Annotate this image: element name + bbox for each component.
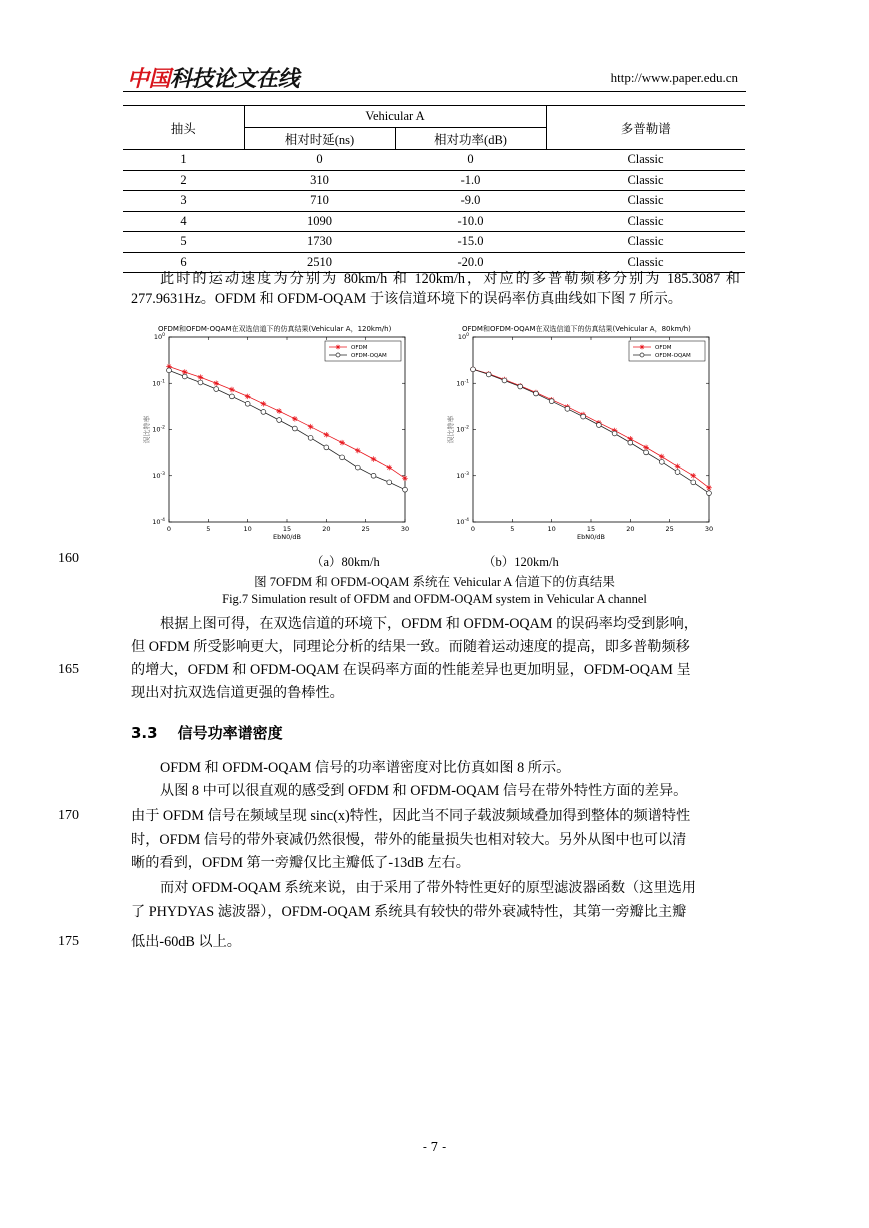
x-tick-label: 30	[400, 525, 410, 533]
y-axis-label: 误比特率	[447, 415, 455, 444]
paragraph-2-line: 但 OFDM 所受影响更大，同理论分析的结果一致。而随着运动速度的提高，即多普勒频移	[131, 639, 690, 655]
legend-marker	[336, 353, 340, 357]
legend-label: OFDM-OQAM	[351, 353, 387, 359]
y-tick-label: $10^0$	[457, 333, 469, 341]
x-tick-label: 5	[510, 525, 515, 533]
y-tick-label: $10^0$	[153, 333, 165, 341]
data-point	[518, 384, 523, 389]
plot-area	[473, 337, 709, 522]
data-point	[292, 426, 297, 431]
header-url[interactable]: http://www.paper.edu.cn	[610, 70, 738, 85]
data-point	[486, 372, 491, 377]
header-rule	[123, 91, 746, 92]
data-point	[707, 491, 712, 496]
x-tick-label: 0	[166, 525, 172, 533]
data-point	[502, 378, 507, 383]
plot-area	[169, 337, 405, 522]
data-point	[213, 380, 219, 386]
data-point	[386, 465, 392, 471]
data-point	[387, 480, 392, 485]
figure-caption-en: Fig.7 Simulation result of OFDM and OFDM-OQAM system in Vehicular A channel	[222, 592, 647, 606]
x-tick-label: 15	[282, 525, 292, 533]
y-tick-label: $10^{-1}$	[456, 379, 469, 388]
ber-chart-right	[444, 322, 734, 544]
col-tap-header: 抽头	[123, 106, 244, 150]
ber-chart-left	[140, 322, 430, 544]
data-point	[245, 401, 250, 406]
data-point	[644, 450, 649, 455]
x-tick-label: 0	[470, 525, 476, 533]
paragraph-2-line: 的增大，OFDM 和 OFDM-OQAM 在误码率方面的性能差异也更加明显，OFDM-OQAM 呈	[131, 662, 691, 678]
col-delay-header: 相对时延(ns)	[244, 128, 395, 150]
tap-delay-table	[123, 105, 745, 273]
data-point	[308, 435, 313, 440]
page-number: - 7 -	[422, 1140, 447, 1154]
data-point	[355, 465, 360, 470]
line-number: 160	[58, 551, 79, 566]
data-point	[471, 367, 476, 372]
data-point	[277, 418, 282, 423]
chart-title: OFDM和OFDM-OQAM在双选信道下的仿真结果(Vehicular A，120km/h)	[158, 325, 392, 333]
table-row: 4 1090 -10.0 Classic	[123, 211, 745, 232]
data-point	[706, 485, 712, 491]
line-number: 170	[58, 808, 79, 823]
x-tick-label: 10	[243, 525, 252, 533]
x-axis-label: EbN0/dB	[576, 533, 606, 541]
x-tick-label: 20	[626, 525, 635, 533]
data-point	[691, 480, 696, 485]
paragraph-4-line: 由于 OFDM 信号在频域呈现 sinc(x)特性，因此当不同子载波频域叠加得到整体的频谱特性	[131, 808, 691, 824]
section-heading: 3.3 信号功率谱密度	[131, 724, 283, 742]
data-point	[534, 391, 539, 396]
paragraph-5-line: 低出-60dB 以上。	[131, 934, 241, 950]
paragraph-2-line: 根据上图可得，在双选信道的环境下，OFDM 和 OFDM-OQAM 的误码率均受到影响，	[160, 616, 698, 632]
legend-label: OFDM	[655, 345, 672, 351]
data-point	[198, 380, 203, 385]
data-point	[628, 440, 633, 445]
table-row: 5 1730 -15.0 Classic	[123, 232, 745, 253]
line-number: 165	[58, 662, 79, 677]
y-tick-label: $10^{-2}$	[152, 425, 165, 434]
x-axis-label: EbN0/dB	[272, 533, 302, 541]
x-tick-label: 10	[547, 525, 556, 533]
col-doppler-header: 多普勒谱	[546, 106, 745, 150]
table-row: 6 2510 -20.0 Classic	[123, 252, 745, 273]
data-point	[182, 374, 187, 379]
y-tick-label: $10^{-4}$	[456, 518, 469, 526]
data-point	[340, 455, 345, 460]
data-point	[403, 487, 408, 492]
col-group-header: Vehicular A	[244, 106, 546, 128]
x-tick-label: 15	[586, 525, 596, 533]
data-point	[581, 414, 586, 419]
paragraph-4-line: 时，OFDM 信号的带外衰减仍然很慢，带外的能量损失也相对较大。另外从图中也可以清	[131, 832, 687, 848]
y-axis-label: 误比特率	[143, 415, 151, 444]
paragraph-4-line: 晰的看到，OFDM 第一旁瓣仅比主瓣低了-13dB 左右。	[131, 855, 470, 871]
y-tick-label: $10^{-2}$	[456, 425, 469, 434]
subcaption-b: （b）120km/h	[483, 555, 559, 569]
y-tick-label: $10^{-1}$	[152, 379, 165, 388]
paragraph-5-line: 而对 OFDM-OQAM 系统来说，由于采用了带外特性更好的原型滤波器函数（这里选用	[160, 880, 696, 896]
data-point	[675, 464, 681, 470]
x-tick-label: 30	[704, 525, 714, 533]
data-point	[565, 406, 570, 411]
legend-marker	[336, 345, 341, 350]
paragraph-5-line: 了 PHYDYAS 滤波器），OFDM-OQAM 系统具有较快的带外衰减特性，其第一旁瓣比主瓣	[131, 904, 687, 920]
subcaption-a: （a）80km/h	[311, 555, 380, 569]
paragraph-3: OFDM 和 OFDM-OQAM 信号的功率谱密度对比仿真如图 8 所示。	[160, 760, 571, 776]
y-tick-label: $10^{-3}$	[456, 471, 469, 480]
data-point	[214, 387, 219, 392]
line-number: 175	[58, 934, 79, 949]
journal-logo: 中国科技论文在线	[127, 67, 300, 92]
data-point	[596, 423, 601, 428]
table-row: 2 310 -1.0 Classic	[123, 170, 745, 191]
table-row: 1 0 0 Classic	[123, 150, 745, 171]
x-tick-label: 20	[322, 525, 331, 533]
x-tick-label: 5	[206, 525, 211, 533]
legend-label: OFDM	[351, 345, 368, 351]
x-tick-label: 25	[665, 525, 674, 533]
table-row: 3 710 -9.0 Classic	[123, 191, 745, 212]
y-tick-label: $10^{-4}$	[152, 518, 165, 526]
data-point	[371, 456, 377, 462]
data-point	[612, 431, 617, 436]
col-power-header: 相对功率(dB)	[395, 128, 546, 150]
figure-caption-cn: 图 7OFDM 和 OFDM-OQAM 系统在 Vehicular A 信道下的仿真结果	[254, 575, 615, 589]
y-tick-label: $10^{-3}$	[152, 471, 165, 480]
paragraph-4-line: 从图 8 中可以很直观的感受到 OFDM 和 OFDM-OQAM 信号在带外特性方面的差异。	[160, 783, 688, 799]
data-point	[230, 394, 235, 399]
x-tick-label: 25	[361, 525, 370, 533]
paragraph-2-line: 现出对抗双选信道更强的鲁棒性。	[131, 685, 344, 701]
legend-marker	[640, 353, 644, 357]
data-point	[261, 410, 266, 415]
legend-label: OFDM-OQAM	[655, 353, 691, 359]
data-point	[324, 445, 329, 450]
legend-marker	[640, 345, 645, 350]
data-point	[371, 473, 376, 478]
data-point	[659, 459, 664, 464]
data-point	[167, 368, 172, 373]
data-point	[675, 470, 680, 475]
data-point	[643, 445, 649, 451]
data-point	[549, 399, 554, 404]
paragraph-1: 此时的运动速度为分别为 80km/h 和 120km/h，对应的多普勒频移分别为 185.3087 和 277.9631Hz。OFDM 和 OFDM-OQAM 于该信道环境下的误码率仿真曲线如下图 7 所示。	[131, 271, 740, 307]
chart-title: OFDM和OFDM-OQAM在双选信道下的仿真结果(Vehicular A，80km/h)	[462, 325, 691, 333]
